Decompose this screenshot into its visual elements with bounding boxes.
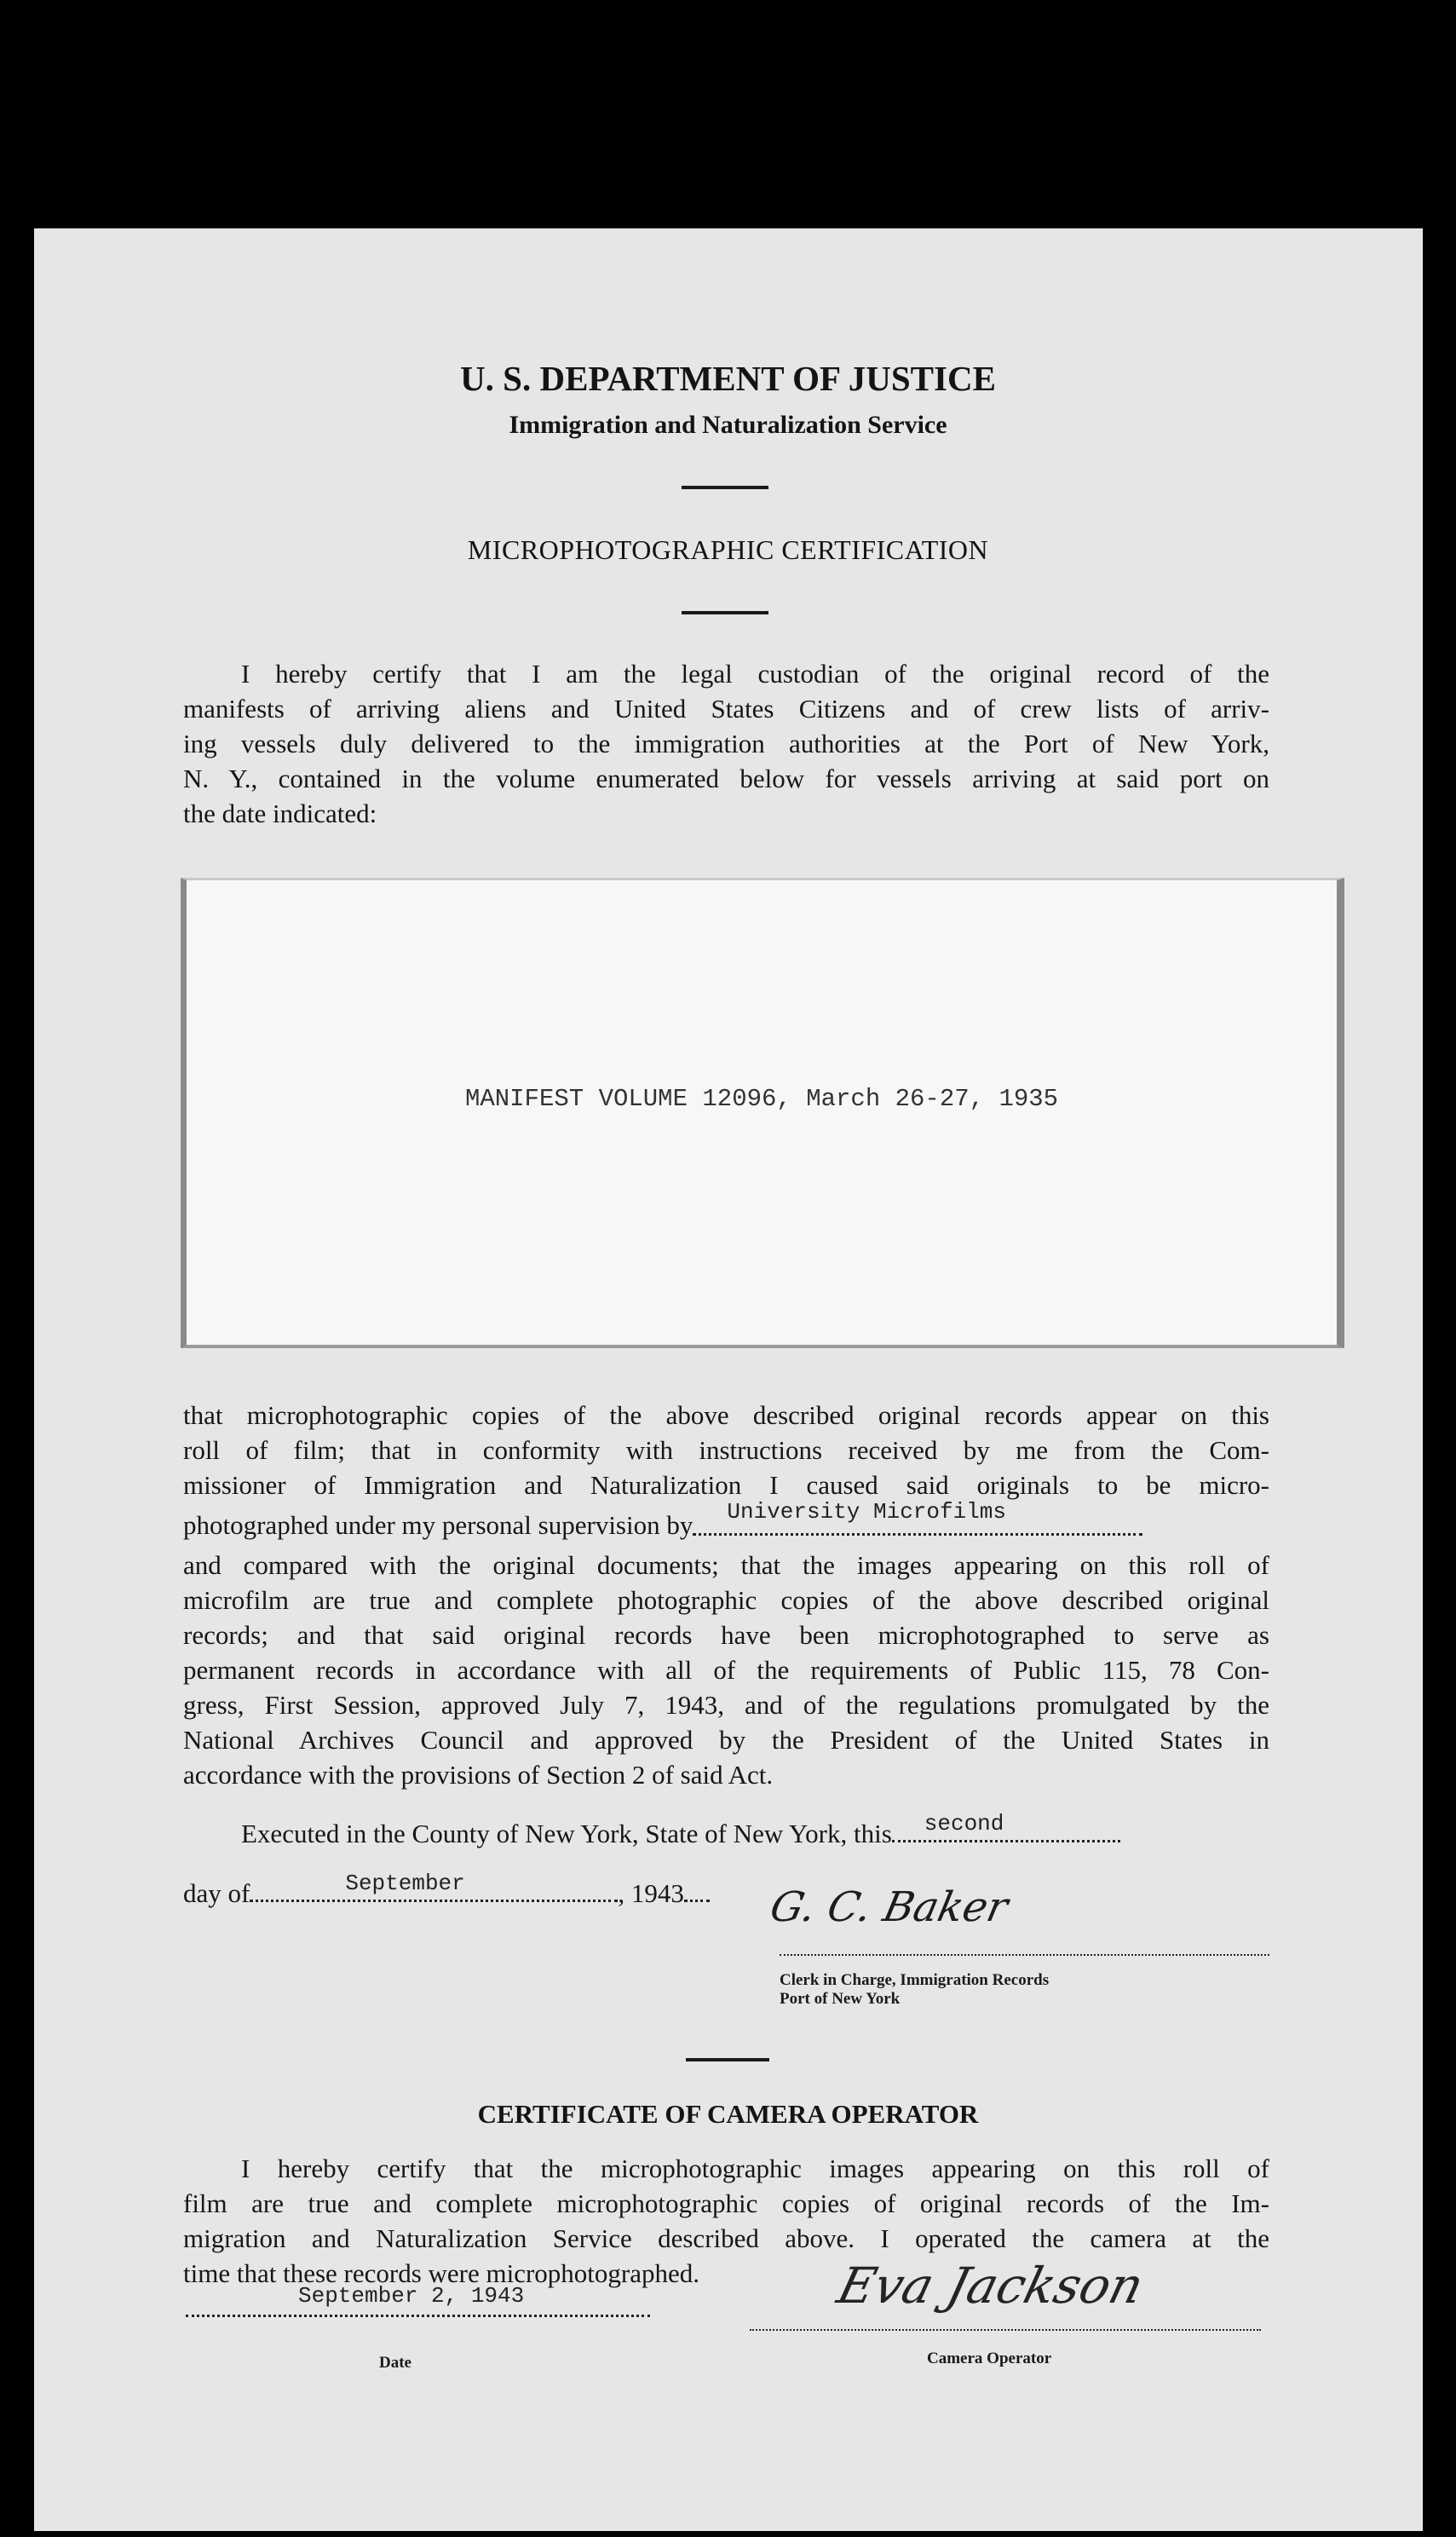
month-blank [250,1871,618,1902]
text-line: roll of film; that in conformity with instructions received by me from the Com- [183,1435,1269,1465]
supervisor-name: University Microfilms [727,1499,1007,1525]
title-divider [682,611,768,614]
service-subtitle: Immigration and Naturalization Service [509,411,947,439]
clerk-title-line1: Clerk in Charge, Immigration Records [780,1971,1050,1989]
day-blank [892,1811,1120,1842]
text-line: and compared with the original documents; that the images appearing on this roll of [183,1550,1269,1580]
text-line: that microphotographic copies of the above described original records appear on this [183,1400,1269,1430]
text-line: I hereby certify that the microphotographic images appearing on this roll of [241,2154,1269,2183]
operator-label: Camera Operator [927,2350,1052,2367]
text-line: N. Y., contained in the volume enumerated below for vessels arriving at said port on [183,764,1269,793]
text-line: the date indicated: [183,799,377,828]
text-line: microfilm are true and complete photographic copies of the above described original [183,1585,1269,1615]
text-line: time that these records were microphotographed. [183,2258,699,2288]
month-value: September [345,1871,465,1896]
text-line: records; and that said original records have been microphotographed to serve as [183,1620,1269,1650]
supervision-label: photographed under my personal supervision by [183,1510,693,1540]
text-line: film are true and complete microphotographic copies of original records of the Im- [183,2188,1269,2218]
operator-signature-line [750,2329,1261,2331]
date-signature-line [186,2315,650,2317]
text-line: permanent records in accordance with all of the requirements of Public 115, 78 Con- [183,1655,1269,1685]
camera-certificate-title: CERTIFICATE OF CAMERA OPERATOR [477,2099,979,2129]
text-line: manifests of arriving aliens and United States Citizens and of crew lists of arriv- [183,694,1269,724]
clerk-signature-text: G. C. Baker [766,1883,1012,1931]
text-line: migration and Naturalization Service described above. I operated the camera at the [183,2223,1269,2253]
operator-signature [832,2257,1150,2315]
clerk-signature-line [780,1954,1269,1956]
year-trail [684,1900,710,1902]
supervision-line [183,1499,1269,1548]
certification-title: MICROPHOTOGRAPHIC CERTIFICATION [467,534,989,565]
executed-line [241,1811,1120,1849]
camera-date-value: September 2, 1943 [298,2283,525,2309]
operator-signature-text: Eva Jackson [832,2257,1150,2315]
clerk-signature [766,1883,1012,1931]
date-line [183,1871,710,1909]
manifest-volume-text: MANIFEST VOLUME 12096, March 26-27, 1935 [464,1085,1059,1113]
department-title: U. S. DEPARTMENT OF JUSTICE [460,359,996,398]
text-line: missioner of Immigration and Naturalization I caused said originals to be micro- [183,1470,1269,1500]
text-line: ing vessels duly delivered to the immigration authorities at the Port of New York, [183,729,1269,758]
text-line: accordance with the provisions of Section 2 of said Act. [183,1760,774,1790]
text-line: National Archives Council and approved by the President of the United States in [183,1725,1269,1755]
clerk-title-line2: Port of New York [780,1990,901,2008]
supervision-blank [693,1499,1142,1536]
year-text: , 1943 [618,1878,684,1908]
intro-paragraph [183,656,1269,831]
body-paragraph [183,1398,1269,1792]
day-of-label: day of [183,1878,250,1908]
day-value: second [924,1811,1004,1836]
text-line: I hereby certify that I am the legal custodian of the original record of the [241,659,1269,689]
camera-divider [686,2058,769,2061]
manifest-card [181,878,1344,1348]
header-divider [682,486,768,489]
date-label: Date [379,2354,411,2372]
executed-label: Executed in the County of New York, State of New York, this [241,1819,892,1848]
text-line: gress, First Session, approved July 7, 1943, and of the regulations promulgated by the [183,1690,1269,1720]
clerk-title [780,1971,1049,2009]
